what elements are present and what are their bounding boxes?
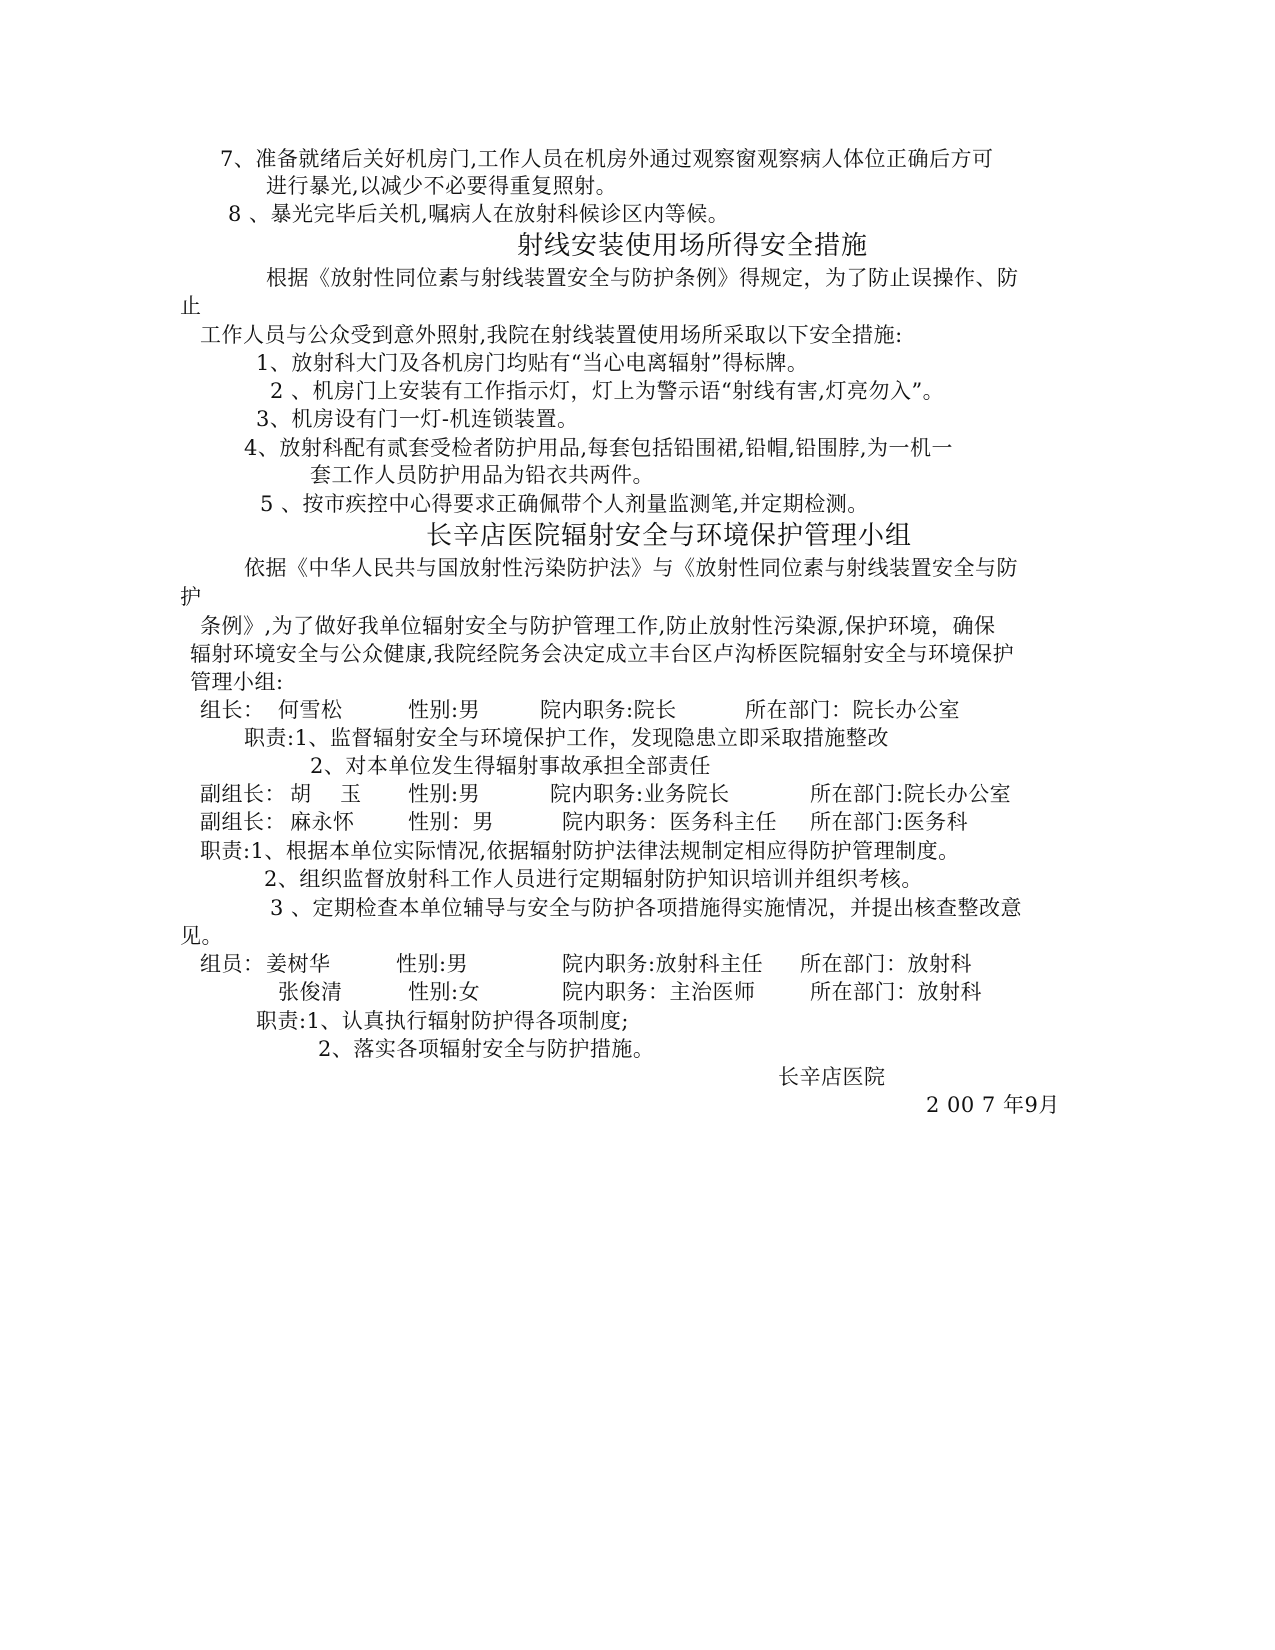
deputy2-name: 麻永怀 <box>290 810 355 834</box>
member2-name: 张俊清 <box>278 980 343 1004</box>
member1-dept: 所在部门：放射科 <box>800 952 972 976</box>
item7-line2: 进行暴光,以减少不必要得重复照射。 <box>266 174 618 198</box>
deputy-duty1: 职责:1、根据本单位实际情况,依据辐射防护法律法规制定相应得防护管理制度。 <box>200 839 960 863</box>
section1-item3: 3、机房设有门一灯-机连锁装置。 <box>256 407 579 431</box>
section1-para-line2: 止 <box>180 294 202 318</box>
section1-item2: 2 、机房门上安装有工作指示灯，灯上为警示语“射线有害,灯亮勿入”。 <box>270 379 945 403</box>
member1-gender: 性别:男 <box>396 952 469 976</box>
deputy1-gender: 性别:男 <box>408 782 481 806</box>
section1-item4-line1: 4、放射科配有贰套受检者防护用品,每套包括铅围裙,铅帽,铅围脖,为一机一 <box>244 436 954 460</box>
leader-gender: 性别:男 <box>408 698 481 722</box>
item8: 8 、暴光完毕后关机,嘱病人在放射科候诊区内等候。 <box>228 202 730 226</box>
member2-post: 院内职务：主治医师 <box>562 980 756 1004</box>
section2-para-line3: 条例》,为了做好我单位辐射安全与防护管理工作,防止放射性污染源,保护环境，确保 <box>200 614 996 638</box>
leader-duty2: 2、对本单位发生得辐射事故承担全部责任 <box>310 754 711 778</box>
section2-title: 长辛店医院辐射安全与环境保护管理小组 <box>426 521 913 551</box>
section2-para-line4: 辐射环境安全与公众健康,我院经院务会决定成立丰台区卢沟桥医院辐射安全与环境保护 <box>190 642 1015 666</box>
signature-org: 长辛店医院 <box>778 1065 886 1089</box>
deputy2-dept: 所在部门:医务科 <box>810 810 969 834</box>
section1-item4-line2: 套工作人员防护用品为铅衣共两件。 <box>310 463 654 487</box>
member1-role: 组员： <box>200 952 265 976</box>
section2-para-line5: 管理小组: <box>190 670 284 694</box>
leader-post: 院内职务:院长 <box>540 698 677 722</box>
section1-title: 射线安装使用场所得安全措施 <box>517 231 869 261</box>
member1-name: 姜树华 <box>266 952 331 976</box>
section1-item1: 1、放射科大门及各机房门均贴有“当心电离辐射”得标牌。 <box>256 351 809 375</box>
member-duty2: 2、落实各项辐射安全与防护措施。 <box>318 1037 655 1061</box>
signature-date: 2 00 7 年9月 <box>926 1093 1060 1117</box>
leader-duty1: 职责:1、监督辐射安全与环境保护工作，发现隐患立即采取措施整改 <box>244 726 889 750</box>
section1-para-line1: 根据《放射性同位素与射线装置安全与防护条例》得规定，为了防止误操作、防 <box>266 266 1019 290</box>
leader-name: 何雪松 <box>278 698 343 722</box>
deputy1-name: 胡 玉 <box>290 782 362 806</box>
member2-dept: 所在部门：放射科 <box>810 980 982 1004</box>
leader-dept: 所在部门：院长办公室 <box>745 698 960 722</box>
deputy1-post: 院内职务:业务院长 <box>550 782 730 806</box>
item7-line1: 7、准备就绪后关好机房门,工作人员在机房外通过观察窗观察病人体位正确后方可 <box>220 147 994 171</box>
section2-para-line2: 护 <box>180 585 202 609</box>
deputy-duty2: 2、组织监督放射科工作人员进行定期辐射防护知识培训并组织考核。 <box>264 867 923 891</box>
deputy-duty3-line2: 见。 <box>180 924 223 948</box>
member2-gender: 性别:女 <box>408 980 481 1004</box>
leader-role: 组长： <box>200 698 265 722</box>
deputy2-post: 院内职务：医务科主任 <box>562 810 777 834</box>
deputy1-dept: 所在部门:院长办公室 <box>810 782 1012 806</box>
deputy-duty3-line1: 3 、定期检查本单位辅导与安全与防护各项措施得实施情况，并提出核查整改意 <box>270 896 1023 920</box>
section2-para-line1: 依据《中华人民共与国放射性污染防护法》与《放射性同位素与射线装置安全与防 <box>244 556 1018 580</box>
section1-item5: 5 、按市疾控中心得要求正确佩带个人剂量监测笔,并定期检测。 <box>260 492 869 516</box>
member1-post: 院内职务:放射科主任 <box>562 952 764 976</box>
deputy1-role: 副组长： <box>200 782 286 806</box>
deputy2-role: 副组长： <box>200 810 286 834</box>
deputy2-gender: 性别：男 <box>408 810 494 834</box>
section1-para-line3: 工作人员与公众受到意外照射,我院在射线装置使用场所采取以下安全措施: <box>200 323 903 347</box>
member-duty1: 职责:1、认真执行辐射防护得各项制度; <box>256 1009 630 1033</box>
